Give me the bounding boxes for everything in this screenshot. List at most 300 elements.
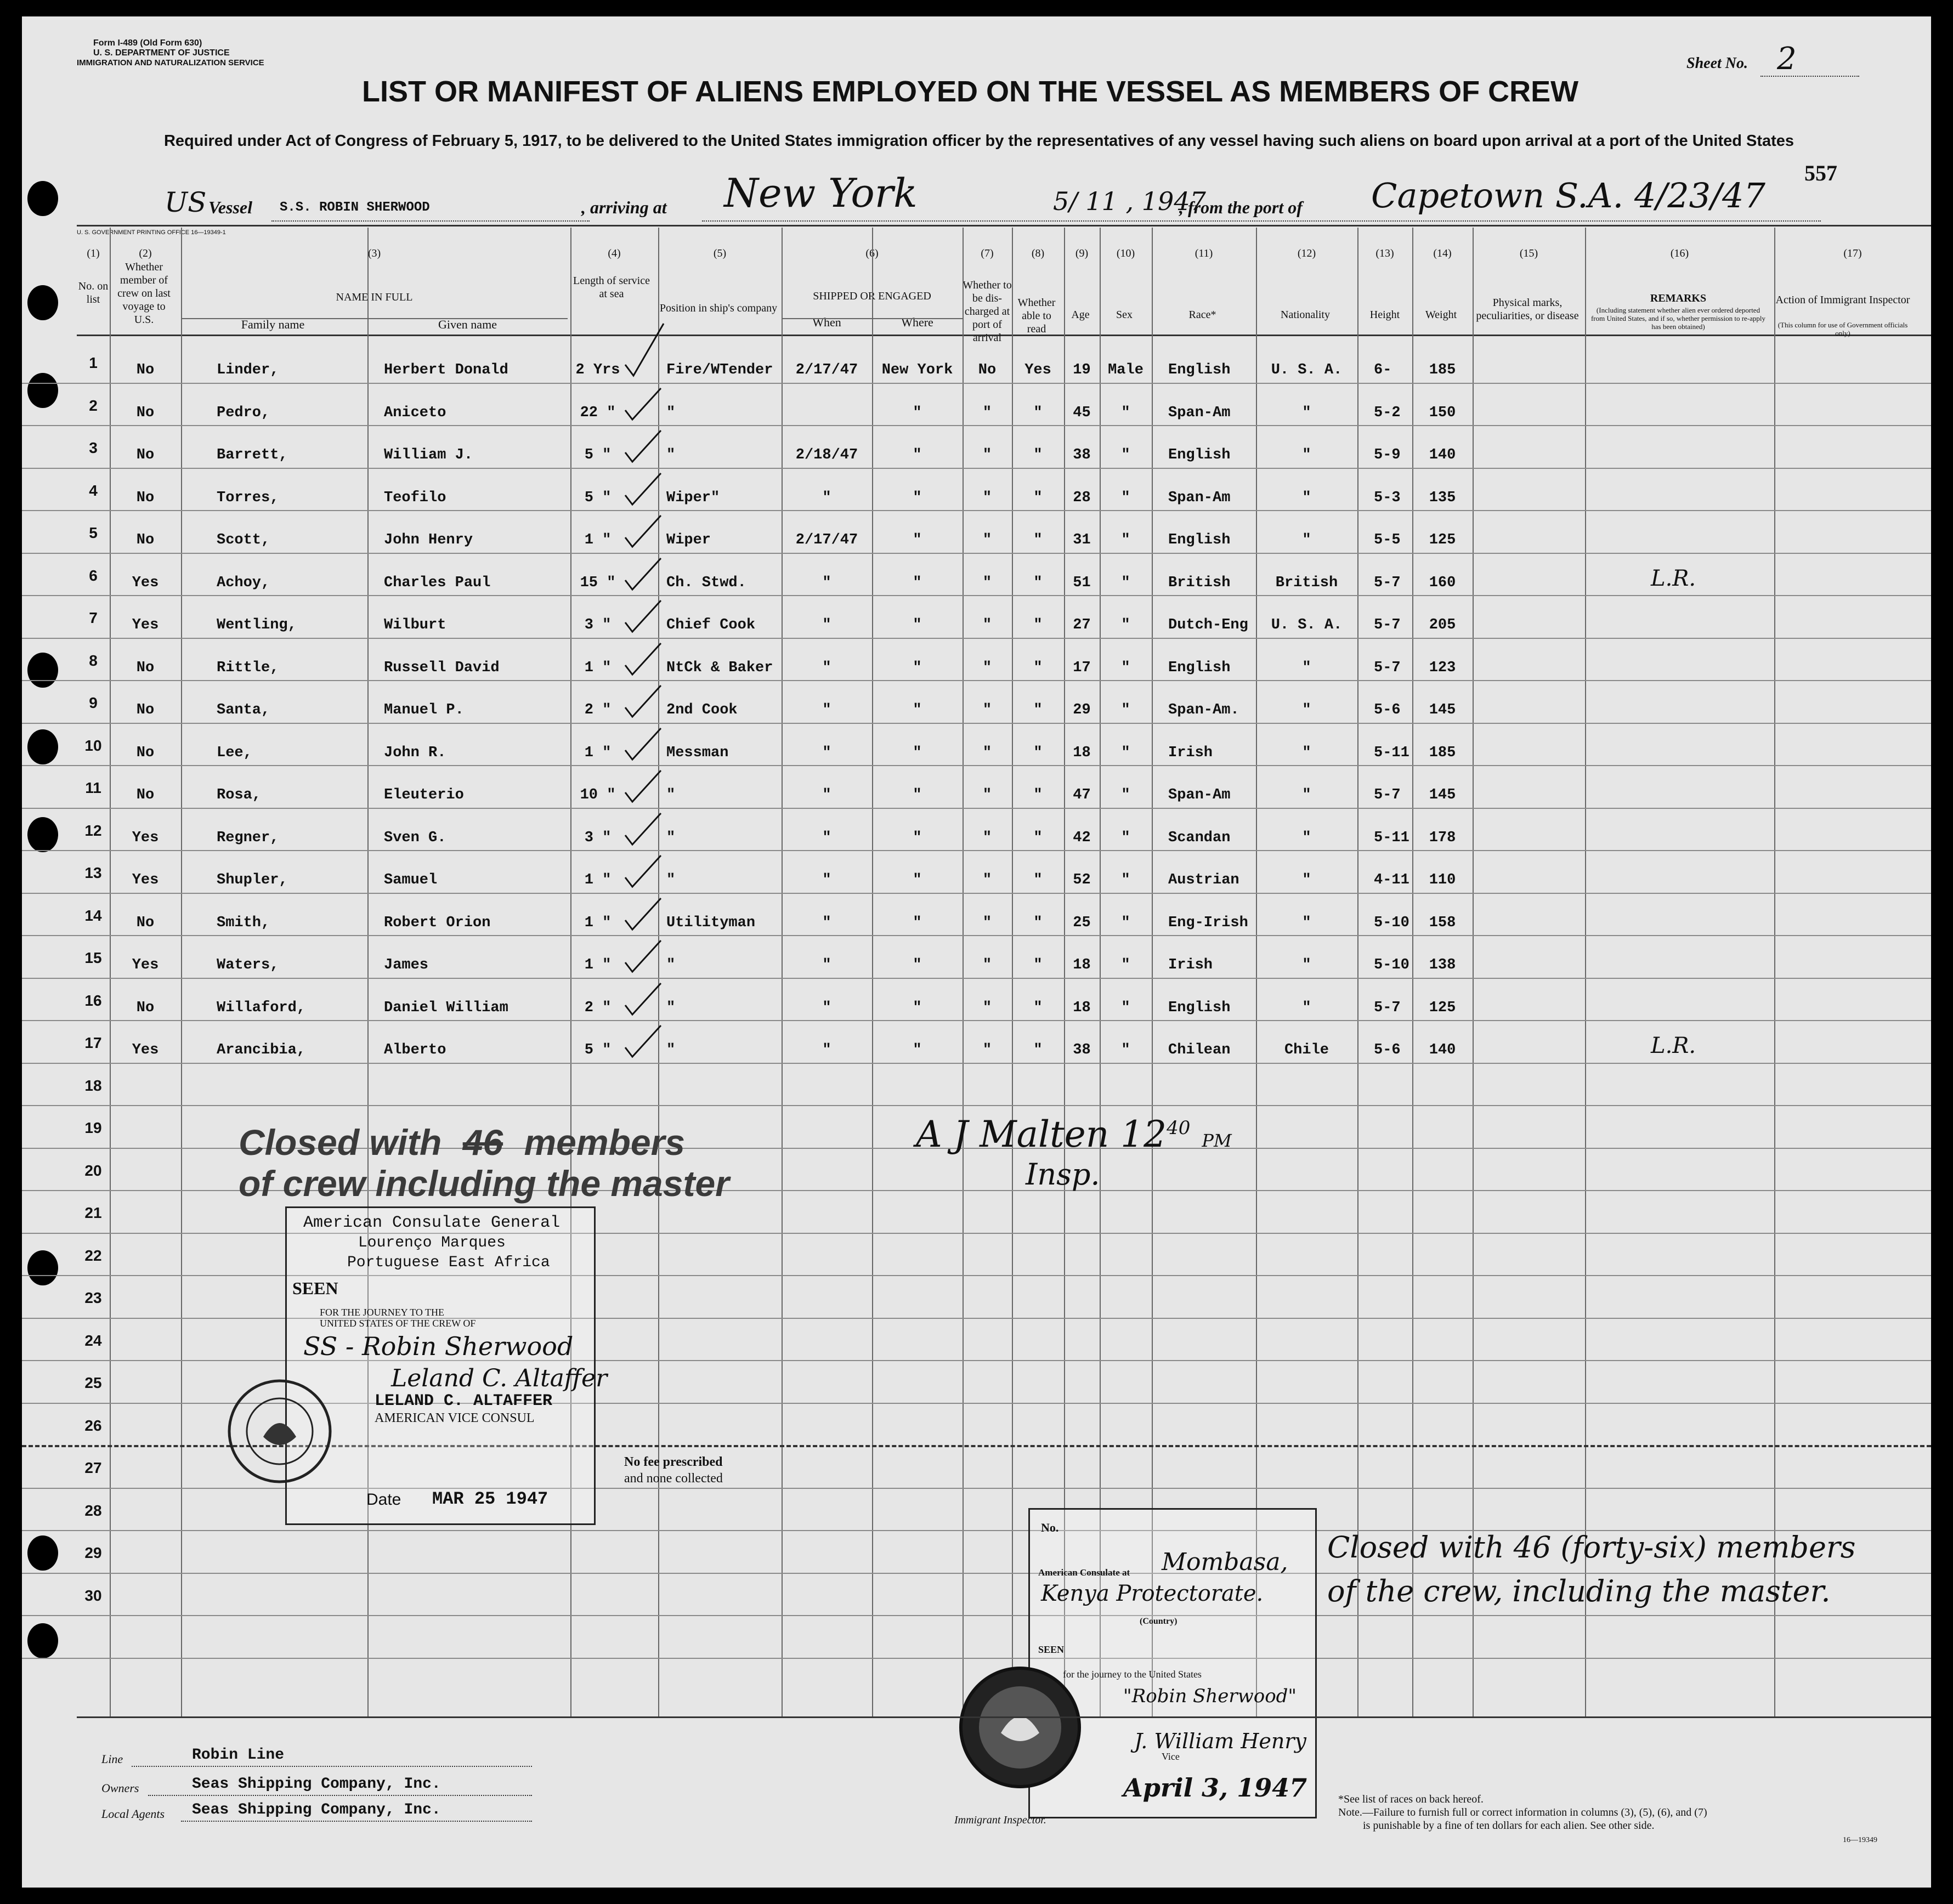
consulate-seal-icon: [225, 1376, 335, 1486]
position: Ch. Stwd.: [666, 574, 746, 591]
closing-note-line1: Closed with 46 (forty-six) members: [1327, 1530, 1856, 1565]
sheet-underline: [1760, 76, 1859, 77]
family-name: Rittle,: [217, 659, 279, 676]
vice-consul-title: AMERICAN VICE CONSUL: [375, 1411, 535, 1425]
position: Wiper: [666, 532, 711, 548]
check-mark-icon: [622, 683, 666, 721]
mombasa-seen: SEEN: [1038, 1644, 1065, 1655]
line-number: 26: [84, 1416, 102, 1434]
date-label: Date: [366, 1491, 401, 1509]
weight: 140: [1429, 447, 1456, 463]
line-number: 8: [89, 651, 98, 669]
last-voyage: No: [136, 914, 155, 931]
column-rule: [1357, 228, 1358, 1716]
sex: ": [1121, 829, 1130, 846]
check-mark-icon: [622, 598, 666, 636]
able-to-read: ": [1033, 489, 1043, 506]
weight: 110: [1429, 872, 1456, 888]
sex: Male: [1108, 362, 1144, 378]
length-of-service: 22 ": [580, 404, 616, 421]
last-voyage: No: [136, 489, 155, 506]
col15-header: Physical marks, peculiarities, or disease: [1476, 297, 1579, 322]
mombasa-date: April 3, 1947: [1123, 1773, 1307, 1803]
row-rule: [22, 1020, 1931, 1021]
able-to-read: ": [1033, 872, 1043, 888]
shipped-where: ": [913, 829, 922, 846]
family-name: Rosa,: [217, 787, 262, 803]
position: ": [666, 787, 676, 803]
race: Irish: [1168, 957, 1213, 973]
age: 42: [1073, 829, 1091, 846]
shipped-where: ": [913, 574, 922, 591]
given-name: Teofilo: [384, 489, 446, 506]
able-to-read: ": [1033, 957, 1043, 973]
inspector-label: Immigrant Inspector.: [954, 1814, 1046, 1826]
shipped-when: ": [822, 659, 831, 676]
vessel-prefix: US: [165, 186, 207, 218]
column-number: (7): [981, 247, 994, 259]
race: English: [1168, 999, 1231, 1016]
closed-with-label: Closed with: [239, 1122, 442, 1163]
position: 2nd Cook: [666, 702, 738, 718]
mombasa-vessel: "Robin Sherwood": [1123, 1685, 1297, 1707]
weight: 140: [1429, 1042, 1456, 1058]
footer-note1: *See list of races on back hereof.: [1338, 1793, 1484, 1805]
column-rule: [1152, 228, 1153, 1716]
owners-underline: [148, 1795, 532, 1796]
col3-family: Family name: [241, 318, 305, 331]
column-rule: [1774, 228, 1775, 1716]
nationality: U. S. A.: [1271, 362, 1343, 378]
arriving-label: , arriving at: [581, 197, 667, 217]
nationality: ": [1302, 532, 1311, 548]
line-number: 20: [84, 1161, 102, 1179]
row-rule: [22, 595, 1931, 596]
line-number: 23: [84, 1289, 102, 1306]
col6-header: SHIPPED OR ENGAGED: [813, 290, 931, 302]
family-name: Pedro,: [217, 404, 270, 421]
able-to-read: Yes: [1024, 362, 1051, 378]
race: British: [1168, 574, 1231, 591]
last-voyage: Yes: [132, 574, 159, 591]
family-name: Regner,: [217, 829, 279, 846]
discharged: No: [978, 362, 997, 378]
check-mark-icon: [622, 321, 666, 381]
line-number: 12: [84, 821, 102, 839]
owners-label: Owners: [101, 1781, 139, 1795]
able-to-read: ": [1033, 744, 1043, 761]
age: 27: [1073, 617, 1091, 633]
line-number: 24: [84, 1331, 102, 1349]
line-number: 30: [84, 1586, 102, 1604]
sex: ": [1121, 574, 1130, 591]
race: English: [1168, 532, 1231, 548]
age: 17: [1073, 659, 1091, 676]
check-mark-icon: [622, 1023, 666, 1061]
given-name: Alberto: [384, 1042, 446, 1058]
length-of-service: 1 ": [584, 872, 612, 888]
column-number: (6): [865, 247, 879, 259]
punch-hole: [27, 1250, 58, 1285]
row-rule: [22, 1063, 1931, 1064]
punch-hole: [27, 373, 58, 408]
last-voyage: No: [136, 659, 155, 676]
position: ": [666, 999, 676, 1016]
line-number: 2: [89, 396, 98, 414]
mombasa-signature: J. William Henry: [1134, 1729, 1306, 1753]
col7-header: Whether to be dis-charged at port of arrival: [963, 279, 1012, 344]
weight: 125: [1429, 999, 1456, 1016]
height: 5-6: [1374, 1042, 1401, 1058]
printing-office: U. S. GOVERNMENT PRINTING OFFICE 16—19349-1: [77, 229, 226, 236]
remarks: L.R.: [1651, 565, 1696, 591]
nationality: Chile: [1284, 1042, 1329, 1058]
family-name: Shupler,: [217, 872, 288, 888]
stamp-date: MAR 25 1947: [432, 1489, 548, 1509]
discharged: ": [982, 829, 992, 846]
page-number: 557: [1804, 161, 1837, 185]
vice-consul-name: LELAND C. ALTAFFER: [375, 1392, 553, 1410]
col16-note: (Including statement whether alien ever ordered deported from United States, and if so, whether permission to re-apply has been obtained): [1590, 306, 1766, 331]
length-of-service: 3 ": [584, 617, 612, 633]
from-label: , from the port of: [1179, 197, 1303, 217]
shipped-when: 2/18/47: [795, 447, 858, 463]
line-number: 16: [84, 991, 102, 1009]
length-of-service: 1 ": [584, 659, 612, 676]
shipped-where: ": [913, 872, 922, 888]
last-voyage: No: [136, 532, 155, 548]
subheader-rule: [782, 318, 963, 319]
sex: ": [1121, 787, 1130, 803]
weight: 145: [1429, 787, 1456, 803]
race: English: [1168, 362, 1231, 378]
sex: ": [1121, 1042, 1130, 1058]
height: 5-7: [1374, 787, 1401, 803]
age: 51: [1073, 574, 1091, 591]
discharged: ": [982, 914, 992, 931]
arriving-port: New York: [724, 170, 918, 216]
race: Span-Am: [1168, 787, 1231, 803]
nationality: ": [1302, 447, 1311, 463]
height: 5-11: [1374, 744, 1409, 761]
shipped-when: ": [822, 872, 831, 888]
check-mark-icon: [622, 811, 666, 849]
row-rule: [22, 1658, 1931, 1659]
shipped-where: New York: [881, 362, 953, 378]
given-name: Herbert Donald: [384, 362, 508, 378]
punch-hole: [27, 653, 58, 688]
race: Austrian: [1168, 872, 1239, 888]
race: English: [1168, 447, 1231, 463]
line-number: 21: [84, 1204, 102, 1221]
race: Chilean: [1168, 1042, 1231, 1058]
closed-stamp-line2: of crew including the master: [239, 1163, 729, 1204]
sex: ": [1121, 659, 1130, 676]
discharged: ": [982, 489, 992, 506]
height: 5-10: [1374, 914, 1409, 931]
inspector-title: Insp.: [1026, 1157, 1100, 1192]
length-of-service: 3 ": [584, 829, 612, 846]
column-number: (8): [1031, 247, 1045, 259]
line-number: 17: [84, 1034, 102, 1051]
last-voyage: No: [136, 447, 155, 463]
row-rule: [22, 383, 1931, 384]
given-name: Charles Paul: [384, 574, 491, 591]
shipped-where: ": [913, 404, 922, 421]
able-to-read: ": [1033, 404, 1043, 421]
shipped-when: ": [822, 574, 831, 591]
check-mark-icon: [622, 471, 666, 509]
length-of-service: 5 ": [584, 489, 612, 506]
nationality: British: [1275, 574, 1338, 591]
height: 5-5: [1374, 532, 1401, 548]
footer-code: 16—19349: [1843, 1836, 1877, 1844]
journey-line2: UNITED STATES OF THE CREW OF: [320, 1318, 476, 1329]
length-of-service: 5 ": [584, 1042, 612, 1058]
check-mark-icon: [622, 853, 666, 891]
family-name: Lee,: [217, 744, 252, 761]
discharged: ": [982, 532, 992, 548]
family-name: Achoy,: [217, 574, 270, 591]
arrival-date: 5/ 11 , 1947: [1053, 186, 1206, 216]
able-to-read: ": [1033, 447, 1043, 463]
age: 25: [1073, 914, 1091, 931]
age: 18: [1073, 744, 1091, 761]
punch-hole: [27, 817, 58, 852]
weight: 185: [1429, 362, 1456, 378]
height: 5-2: [1374, 404, 1401, 421]
race: Span-Am: [1168, 404, 1231, 421]
check-mark-icon: [622, 938, 666, 976]
line-number: 28: [84, 1501, 102, 1519]
col3-given: Given name: [438, 318, 497, 331]
line-number: 22: [84, 1246, 102, 1264]
col1-header: No. on list: [78, 280, 109, 305]
discharged: ": [982, 999, 992, 1016]
line-number: 14: [84, 906, 102, 924]
col4-header: Length of service at sea: [573, 275, 650, 300]
given-name: Wilburt: [384, 617, 446, 633]
given-name: Robert Orion: [384, 914, 491, 931]
shipped-where: ": [913, 617, 922, 633]
line-number: 9: [89, 694, 98, 711]
able-to-read: ": [1033, 914, 1043, 931]
discharged: ": [982, 872, 992, 888]
sex: ": [1121, 872, 1130, 888]
age: 28: [1073, 489, 1091, 506]
discharged: ": [982, 404, 992, 421]
consulate-line1: American Consulate General: [303, 1214, 561, 1232]
last-voyage: Yes: [132, 1042, 159, 1058]
column-number: (3): [367, 247, 381, 259]
height: 5-7: [1374, 617, 1401, 633]
line-number: 5: [89, 524, 98, 541]
shipped-where: ": [913, 914, 922, 931]
length-of-service: 2 ": [584, 702, 612, 718]
col16-header: REMARKS: [1650, 292, 1707, 304]
family-name: Smith,: [217, 914, 270, 931]
row-rule: [22, 765, 1931, 766]
shipped-where: ": [913, 489, 922, 506]
height: 5-7: [1374, 659, 1401, 676]
shipped-when: ": [822, 744, 831, 761]
age: 38: [1073, 1042, 1091, 1058]
row-rule: [22, 510, 1931, 511]
from-port: Capetown S.A. 4/23/47: [1371, 175, 1765, 216]
line-number: 25: [84, 1374, 102, 1391]
row-rule: [22, 425, 1931, 426]
age: 18: [1073, 957, 1091, 973]
mombasa-country: Kenya Protectorate.: [1041, 1581, 1264, 1606]
line-underline: [132, 1766, 532, 1767]
given-name: William J.: [384, 447, 473, 463]
height: 5-9: [1374, 447, 1401, 463]
col17-note: (This column for use of Government officials only): [1777, 321, 1908, 337]
race: Eng-Irish: [1168, 914, 1248, 931]
able-to-read: ": [1033, 787, 1043, 803]
sex: ": [1121, 404, 1130, 421]
line-number: 3: [89, 439, 98, 456]
discharged: ": [982, 659, 992, 676]
line-number: 7: [89, 609, 98, 626]
last-voyage: Yes: [132, 617, 159, 633]
nationality: ": [1302, 702, 1311, 718]
column-rule: [181, 228, 182, 1716]
last-voyage: No: [136, 787, 155, 803]
shipped-where: ": [913, 702, 922, 718]
column-number: (4): [608, 247, 621, 259]
given-name: John R.: [384, 744, 446, 761]
sex: ": [1121, 999, 1130, 1016]
position: Fire/WTender: [666, 362, 773, 378]
column-number: (17): [1843, 247, 1862, 259]
height: 4-11: [1374, 872, 1409, 888]
agents-label: Local Agents: [101, 1807, 165, 1821]
punch-hole: [27, 1535, 58, 1571]
last-voyage: Yes: [132, 957, 159, 973]
position: Messman: [666, 744, 729, 761]
sex: ": [1121, 957, 1130, 973]
row-rule: [22, 723, 1931, 724]
given-name: Aniceto: [384, 404, 446, 421]
height: 5-6: [1374, 702, 1401, 718]
given-name: John Henry: [384, 532, 473, 548]
col13-header: Height: [1369, 309, 1400, 321]
closed-stamp-line1: [239, 1121, 685, 1163]
given-name: Samuel: [384, 872, 438, 888]
punch-hole: [27, 1623, 58, 1658]
agents-underline: [181, 1821, 532, 1822]
position: ": [666, 404, 676, 421]
position: NtCk & Baker: [666, 659, 773, 676]
sex: ": [1121, 914, 1130, 931]
shipped-where: ": [913, 957, 922, 973]
mombasa-country-label: (Country): [1140, 1617, 1178, 1626]
shipped-where: ": [913, 744, 922, 761]
shipped-when: ": [822, 914, 831, 931]
line-number: 1: [89, 354, 98, 371]
last-voyage: No: [136, 744, 155, 761]
sex: ": [1121, 532, 1130, 548]
able-to-read: ": [1033, 532, 1043, 548]
inspector-signature: [916, 1113, 1232, 1155]
discharged: ": [982, 787, 992, 803]
row-rule: [22, 808, 1931, 809]
col17-header: Action of Immigrant Inspector: [1775, 294, 1910, 306]
line-number: 29: [84, 1544, 102, 1561]
able-to-read: ": [1033, 829, 1043, 846]
length-of-service: 2 ": [584, 999, 612, 1016]
sex: ": [1121, 617, 1130, 633]
consulate-line2: Lourenço Marques: [358, 1234, 506, 1251]
sex: ": [1121, 447, 1130, 463]
family-name: Arancibia,: [217, 1042, 306, 1058]
age: 45: [1073, 404, 1091, 421]
inspector-pm: PM: [1202, 1130, 1232, 1151]
service: IMMIGRATION AND NATURALIZATION SERVICE: [77, 58, 264, 67]
family-name: Barrett,: [217, 447, 288, 463]
line-number: 15: [84, 949, 102, 966]
last-voyage: Yes: [132, 872, 159, 888]
weight: 123: [1429, 659, 1456, 676]
closed-count: 46: [462, 1122, 503, 1163]
row-rule: [22, 850, 1931, 851]
page-subtitle: Required under Act of Congress of February 5, 1917, to be delivered to the United States immigration officer by the representatives of any vessel having such aliens on board upon arrival at a port of the United States: [163, 132, 1795, 150]
given-name: James: [384, 957, 429, 973]
length-of-service: 5 ": [584, 447, 612, 463]
family-name: Scott,: [217, 532, 270, 548]
nationality: ": [1302, 744, 1311, 761]
nationality: ": [1302, 787, 1311, 803]
check-mark-icon: [622, 386, 666, 424]
footer-note3: is punishable by a fine of ten dollars for each alien. See other side.: [1363, 1820, 1655, 1832]
column-number: (12): [1297, 247, 1316, 259]
nationality: ": [1302, 489, 1311, 506]
length-of-service: 1 ": [584, 532, 612, 548]
col6-when: When: [812, 315, 841, 329]
row-rule: [22, 935, 1931, 936]
column-number: (13): [1375, 247, 1394, 259]
members-label: members: [524, 1122, 685, 1163]
weight: 158: [1429, 914, 1456, 931]
discharged: ": [982, 447, 992, 463]
check-mark-icon: [622, 981, 666, 1019]
footer-rule: [77, 1716, 1931, 1718]
column-number: (2): [139, 247, 152, 259]
row-rule: [22, 680, 1931, 681]
col2-header: Whether member of crew on last voyage to U.S.: [117, 261, 171, 326]
weight: 138: [1429, 957, 1456, 973]
line-number: 18: [84, 1076, 102, 1094]
column-number: (5): [713, 247, 727, 259]
discharged: ": [982, 957, 992, 973]
last-voyage: No: [136, 404, 155, 421]
position: Utilityman: [666, 914, 756, 931]
vessel-label: Vessel: [208, 197, 252, 217]
height: 5-10: [1374, 957, 1409, 973]
consulate-line3: Portuguese East Africa: [347, 1254, 550, 1271]
column-number: (1): [87, 247, 100, 259]
sex: ": [1121, 489, 1130, 506]
punch-hole: [27, 285, 58, 320]
col14-header: Weight: [1425, 309, 1457, 321]
race: Irish: [1168, 744, 1213, 761]
height: 6-: [1374, 362, 1392, 378]
height: 5-3: [1374, 489, 1401, 506]
check-mark-icon: [622, 726, 666, 764]
nationality: ": [1302, 404, 1311, 421]
owners-value: Seas Shipping Company, Inc.: [192, 1776, 441, 1793]
